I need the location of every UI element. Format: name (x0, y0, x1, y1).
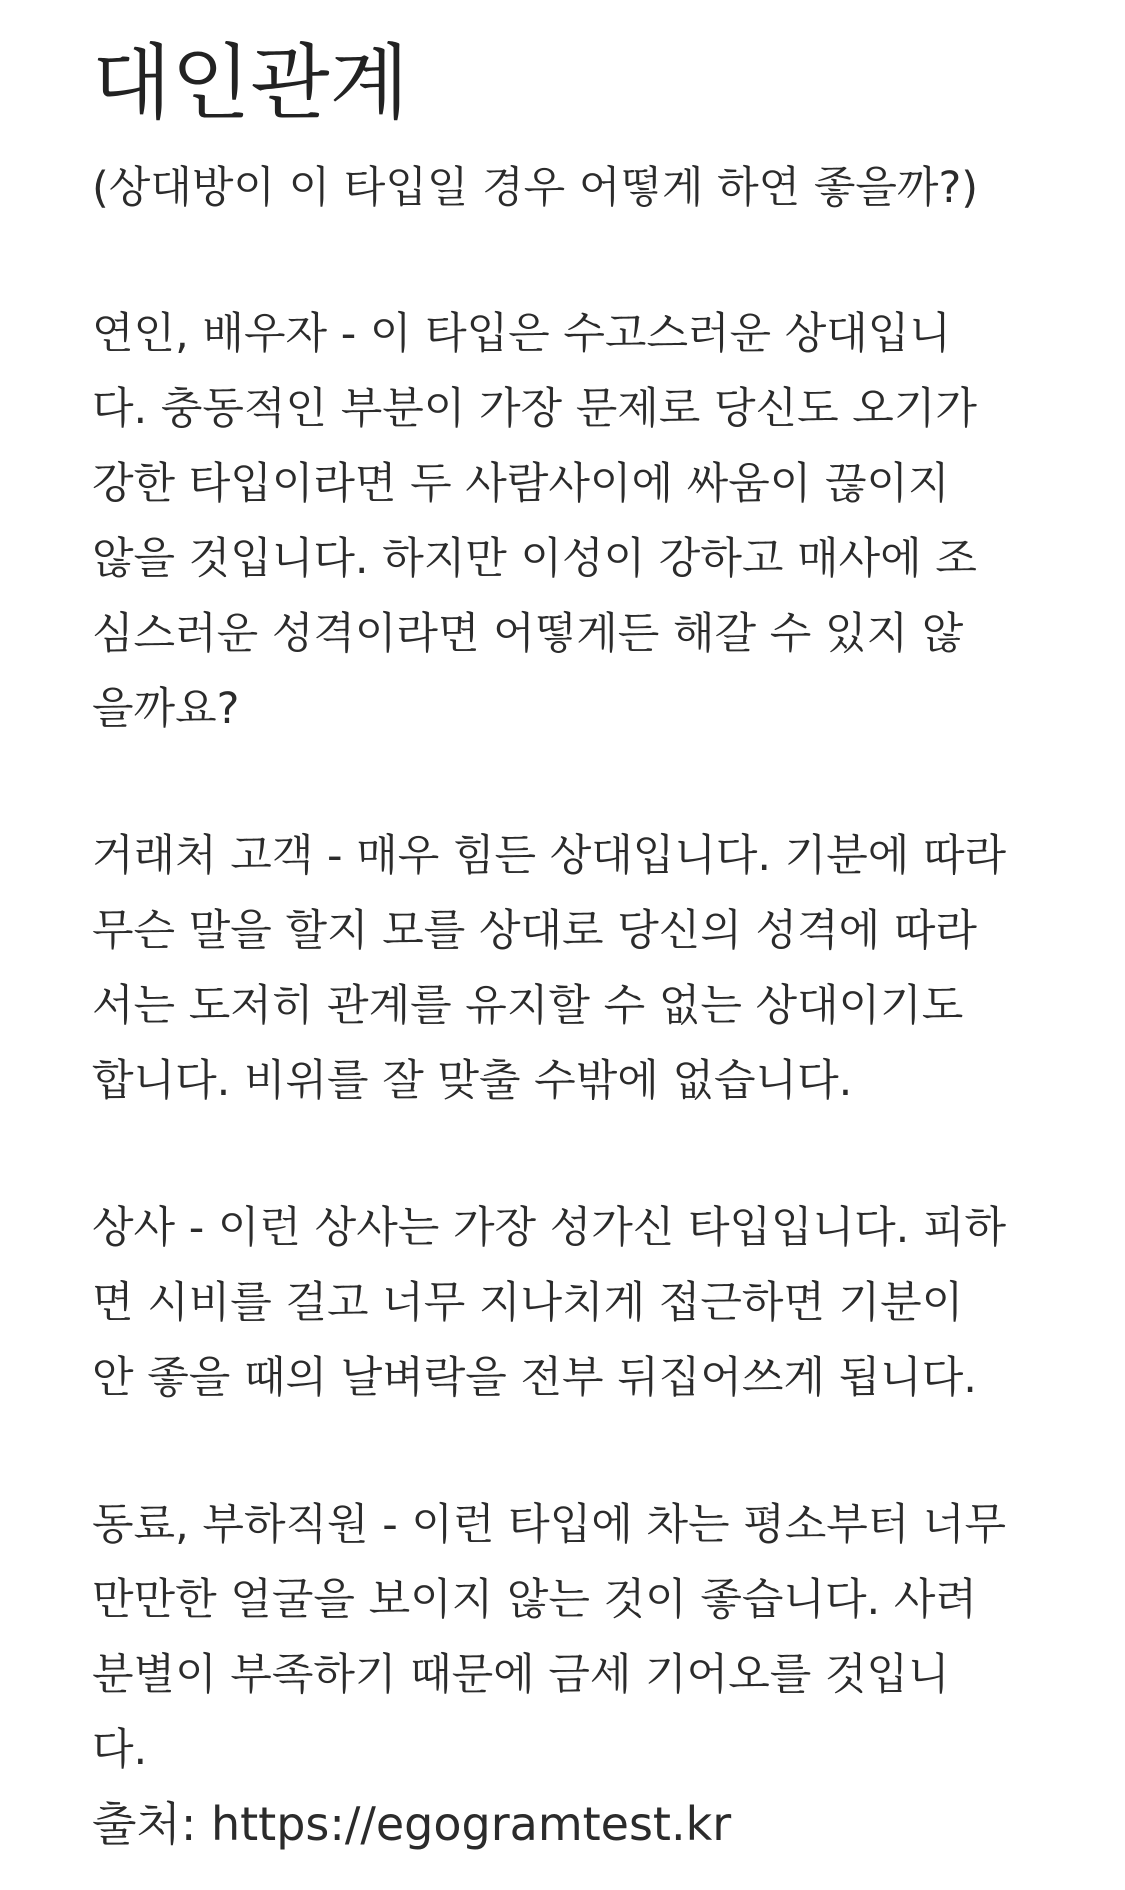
section-client-line-4: 합니다. 비위를 잘 맞출 수밖에 없습니다. (92, 1056, 853, 1106)
section-colleague-line-1: 동료, 부하직원 - 이런 타입에 차는 평소부터 너무 (92, 1500, 1007, 1550)
section-lover-line-2: 다. 충동적인 부분이 가장 문제로 당신도 오기가 (92, 384, 977, 434)
subtitle: (상대방이 이 타입일 경우 어떻게 하연 좋을까?) (92, 163, 979, 213)
section-colleague-line-3: 분별이 부족하기 때문에 금세 기어오를 것입니 (92, 1650, 950, 1700)
section-boss-line-1: 상사 - 이런 상사는 가장 성가신 타입입니다. 피하 (92, 1203, 1007, 1253)
section-boss-line-3: 안 좋을 때의 날벼락을 전부 뒤집어쓰게 됩니다. (92, 1353, 977, 1403)
section-lover-line-1: 연인, 배우자 - 이 타입은 수고스러운 상대입니 (92, 309, 951, 359)
section-colleague-line-4: 다. (92, 1725, 148, 1775)
page-title: 대인관계 (92, 36, 409, 131)
source-link[interactable]: 출처: https://egogramtest.kr (92, 1797, 732, 1851)
section-colleague-line-2: 만만한 얼굴을 보이지 않는 것이 좋습니다. 사려 (92, 1575, 977, 1625)
section-lover-line-5: 심스러운 성격이라면 어떻게든 해갈 수 있지 않 (92, 609, 964, 659)
section-lover-line-3: 강한 타입이라면 두 사람사이에 싸움이 끊이지 (92, 459, 950, 509)
section-client-line-1: 거래처 고객 - 매우 힘든 상대입니다. 기분에 따라 (92, 831, 1007, 881)
section-lover-line-6: 을까요? (92, 684, 240, 734)
section-lover-line-4: 않을 것입니다. 하지만 이성이 강하고 매사에 조 (92, 534, 977, 584)
section-client-line-2: 무슨 말을 할지 모를 상대로 당신의 성격에 따라 (92, 906, 977, 956)
section-client-line-3: 서는 도저히 관계를 유지할 수 없는 상대이기도 (92, 981, 964, 1031)
section-boss-line-2: 면 시비를 걸고 너무 지나치게 접근하면 기분이 (92, 1278, 964, 1328)
